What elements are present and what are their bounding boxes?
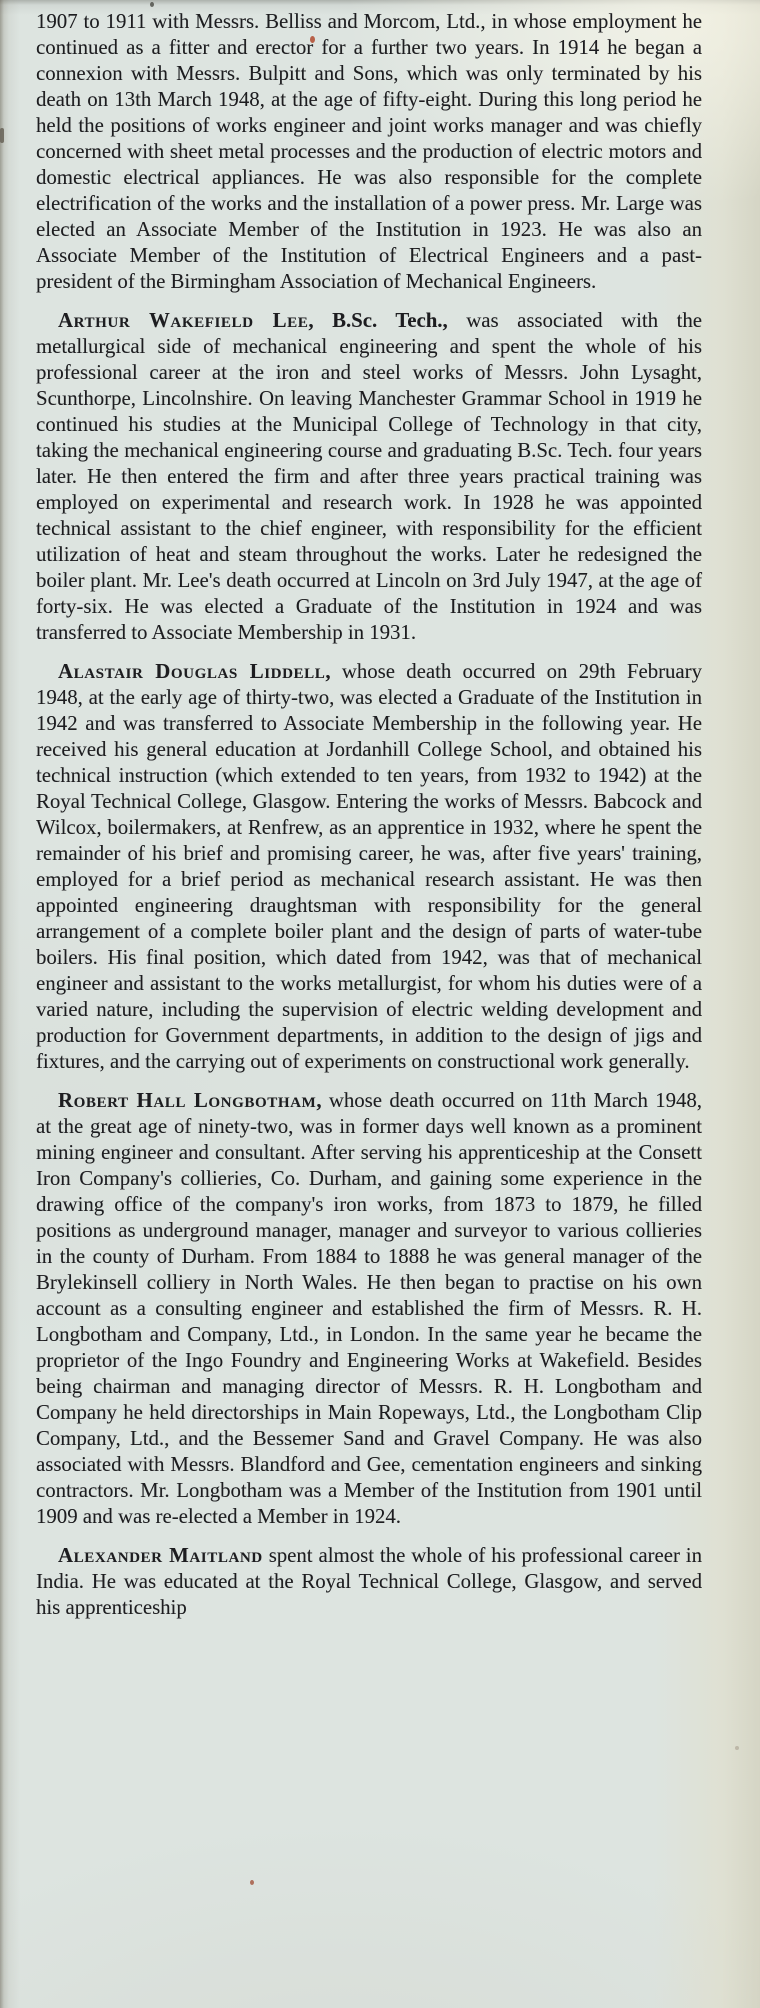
- obituary-paragraph-large-continuation: [36, 9, 702, 295]
- dust-speck: [150, 2, 154, 7]
- deceased-name-lee: Arthur Wakefield Lee: [58, 309, 309, 332]
- obituary-body-text: 1907 to 1911 with Messrs. Belliss and Morcom, Ltd., in whose employment he continued as a fitter and erector for a further two years. In 1914 he began a connexion with Messrs. Bulpitt and Sons, which was only terminated by his death on 13th March 1948, at the age of fifty-eight. During this long period he held the positions of works engineer and joint works manager and was chiefly concerned with sheet metal processes and the production of electric motors and domestic electrical appliances. He was also responsible for the complete electrification of the works and the installation of a power press. Mr. Large was elected an Associate Member of the Institution in 1923. He was also an Associate Member of the Institution of Electrical Engineers and a past-president of the Birmingham Association of Mechanical Engineers.: [36, 10, 702, 293]
- obituary-body-text: whose death occurred on 11th March 1948, at the great age of ninety-two, was in former days well known as a prominent mining engineer and consultant. After serving his apprenticeship at the Consett Iron Company's collieries, Co. Durham, and gaining some experience in the drawing office of the company's iron works, from 1873 to 1879, he filled positions as underground manager, manager and surveyor to various collieries in the county of Durham. From 1884 to 1888 he was general manager of the Brylekinsell colliery in North Wales. He then began to practise on his own account as a consulting engineer and established the firm of Messrs. R. H. Longbotham and Company, Ltd., in London. In the same year he became the proprietor of the Ingo Foundry and Engineering Works at Wakefield. Besides being chairman and managing director of Messrs. R. H. Longbotham and Company he held directorships in Main Ropeways, Ltd., the Longbotham Clip Company, Ltd., and the Bessemer Sand and Gravel Company. He was also associated with Messrs. Blandford and Gee, cementation engineers and sinking contractors. Mr. Longbotham was a Member of the Institution from 1901 until 1909 and was re-elected a Member in 1924.: [36, 1089, 702, 1528]
- deceased-name-suffix-lee: , B.Sc. Tech.,: [308, 309, 448, 332]
- obituary-paragraph-maitland: [36, 1543, 702, 1621]
- page-edge-mark: [0, 128, 4, 143]
- obituary-paragraph-lee: [36, 308, 702, 646]
- deceased-name-longbotham: Robert Hall Longbotham: [58, 1089, 317, 1112]
- deceased-name-suffix-longbotham: ,: [316, 1089, 322, 1112]
- deceased-name-maitland: Alexander Maitland: [58, 1544, 263, 1567]
- obituary-body-text: whose death occurred on 29th February 1948, at the early age of thirty-two, was elected a Graduate of the Institution in 1942 and was transferred to Associate Membership in the following year. He received his general education at Jordanhill College School, and obtained his technical instruction (which extended to ten years, from 1932 to 1942) at the Royal Technical College, Glasgow. Entering the works of Messrs. Babcock and Wilcox, boilermakers, at Renfrew, as an apprentice in 1932, where he spent the remainder of his brief and promising career, he was, after five years' training, employed for a brief period as mechanical research assistant. He was then appointed engineering draughtsman with responsibility for the general arrangement of a complete boiler plant and the design of parts of water-tube boilers. His final position, which dated from 1942, was that of mechanical engineer and assistant to the works metallurgist, for whom his duties were of a varied nature, including the supervision of electric welding development and production for Government departments, in addition to the design of jigs and fixtures, and the carrying out of experiments on constructional work generally.: [36, 660, 702, 1073]
- obituary-body-text: spent almost the whole of his professional career in India. He was educated at the Royal Technical College, Glasgow, and served his apprenticeship: [36, 1544, 702, 1619]
- red-ink-speck: [250, 1880, 254, 1885]
- dust-speck: [735, 1746, 739, 1750]
- deceased-name-liddell: Alastair Douglas Liddell: [58, 660, 326, 683]
- obituary-paragraph-longbotham: [36, 1088, 702, 1530]
- deceased-name-suffix-liddell: ,: [325, 660, 331, 683]
- obituary-body-text: was associated with the metallurgical side of mechanical engineering and spent the whole of his professional career at the iron and steel works of Messrs. John Lysaght, Scunthorpe, Lincolnshire. On leaving Manchester Grammar School in 1919 he continued his studies at the Municipal College of Technology in that city, taking the mechanical engineering course and graduating B.Sc. Tech. four years later. He then entered the firm and after three years practical training was employed on experimental and research work. In 1928 he was appointed technical assistant to the chief engineer, with responsibility for the efficient utilization of heat and steam throughout the works. Later he redesigned the boiler plant. Mr. Lee's death occurred at Lincoln on 3rd July 1947, at the age of forty-six. He was elected a Graduate of the Institution in 1924 and was transferred to Associate Membership in 1931.: [36, 309, 703, 644]
- obituary-text-column: [36, 9, 702, 1634]
- obituary-paragraph-liddell: [36, 659, 702, 1075]
